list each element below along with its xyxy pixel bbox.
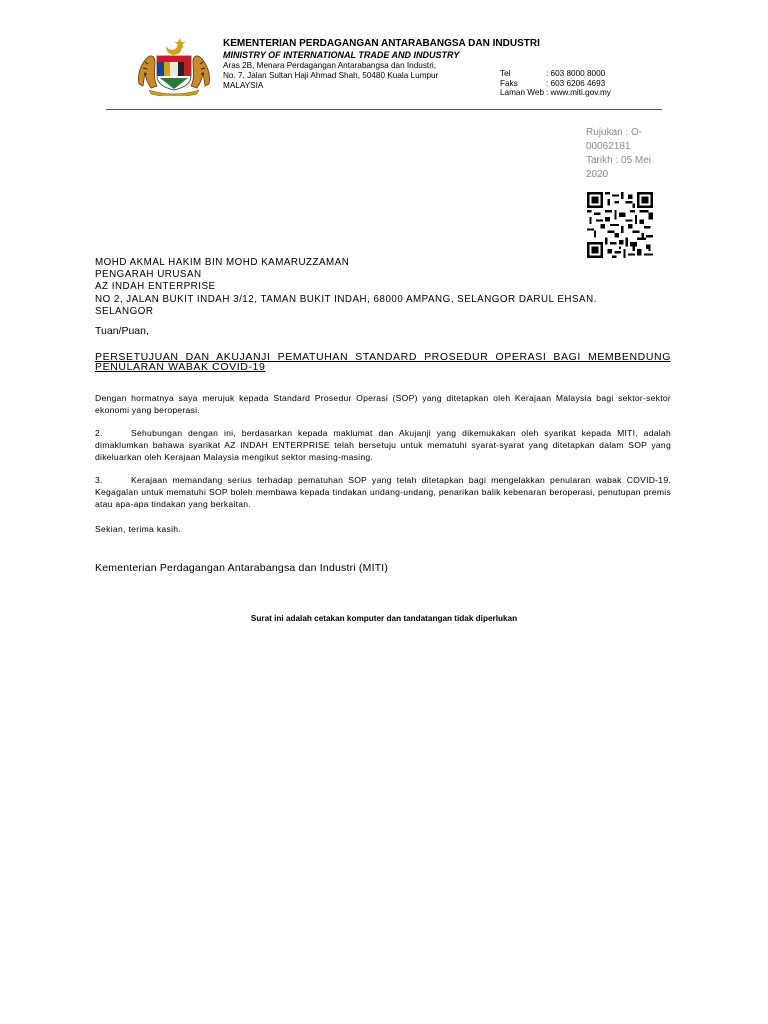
address-line: No. 7, Jalan Sultan Haji Ahmad Shah, 50480 Kuala Lumpur: [223, 71, 439, 80]
paragraph-text: Sehubungan dengan ini, berdasarkan kepada maklumat dan Akujanji yang dikemukakan oleh syarikat kepada MITI, adalah dimaklumkan bahawa syarikat AZ INDAH ENTERPRISE telah bersetuju untuk mematuhi syarat-syarat yang ditetapkan dalam SOP yang dikeluarkan oleh Kerajaan Malaysia mengikut sektor masing-masing.: [95, 428, 671, 462]
contact-row-website: [500, 88, 611, 98]
contact-value: : 603 8000 8000: [546, 69, 606, 78]
ministry-title-english: MINISTRY OF INTERNATIONAL TRADE AND INDUSTRY: [223, 50, 460, 60]
contact-block: [500, 69, 611, 98]
contact-label: Laman Web: [500, 88, 544, 97]
letterhead-divider: [106, 109, 662, 110]
reference-number: 00062181: [586, 141, 631, 152]
paragraph-2: [95, 428, 671, 463]
paragraph-text: Kerajaan memandang serius terhadap pematuhan SOP yang telah ditetapkan bagi mengelakkan penularan wabak COVID-19. Kegagalan untuk mematuhi SOP boleh membawa kepada tindakan undang-undang, penarikan balik kebenaran beroperasi, penutupan premis atau apa-apa tindakan yang berkaitan.: [95, 475, 671, 509]
paragraph-number: 3.: [95, 475, 103, 485]
qr-code-icon: [585, 192, 655, 258]
contact-value: : 603 6206 4693: [546, 78, 606, 88]
ministry-title-malay: KEMENTERIAN PERDAGANGAN ANTARABANGSA DAN INDUSTRI: [223, 38, 540, 49]
recipient-street: NO 2, JALAN BUKIT INDAH 3/12, TAMAN BUKIT INDAH, 68000 AMPANG, SELANGOR DARUL EHSAN.: [95, 293, 597, 305]
recipient-position: PENGARAH URUSAN: [95, 269, 202, 281]
contact-label: Faks: [500, 78, 518, 88]
reference-block: [586, 126, 664, 182]
malaysia-coat-of-arms-logo: [133, 36, 215, 96]
letter-subject: PERSETUJUAN DAN AKUJANJI PEMATUHAN STANDARD PROSEDUR OPERASI BAGI MEMBENDUNG PENULARAN WABAK COVID-19: [95, 351, 671, 373]
recipient-company: AZ INDAH ENTERPRISE: [95, 281, 216, 293]
paragraph-number: 2.: [95, 428, 103, 438]
paragraph-3: [95, 475, 671, 510]
address-line: MALAYSIA: [223, 81, 264, 90]
recipient-state: SELANGOR: [95, 305, 154, 317]
computer-generated-note: Surat ini adalah cetakan komputer dan tandatangan tidak diperlukan: [250, 614, 518, 623]
signature-organization: Kementerian Perdagangan Antarabangsa dan Industri (MITI): [95, 562, 389, 574]
salutation: Tuan/Puan,: [95, 325, 149, 337]
ministry-address: [223, 61, 455, 91]
recipient-address: [95, 257, 597, 318]
recipient-name: MOHD AKMAL HAKIM BIN MOHD KAMARUZZAMAN: [95, 257, 350, 268]
date-year: 2020: [586, 169, 609, 180]
contact-value: : www.miti.gov.my: [546, 88, 611, 97]
date-label: Tarikh : 05 Mei: [586, 155, 652, 166]
contact-label: Tel: [500, 69, 511, 78]
closing-remark: Sekian, terima kasih.: [95, 524, 182, 534]
address-line: Aras 2B, Menara Perdagangan Antarabangsa dan Industri,: [223, 61, 437, 70]
paragraph-1: Dengan hormatnya saya merujuk kepada Standard Prosedur Operasi (SOP) yang ditetapkan oleh Kerajaan Malaysia bagi sektor-sektor ekonomi yang beroperasi.: [95, 393, 671, 415]
contact-row-tel: [500, 69, 611, 79]
contact-row-fax: [500, 79, 611, 89]
reference-label: Rujukan : O-: [586, 127, 643, 138]
